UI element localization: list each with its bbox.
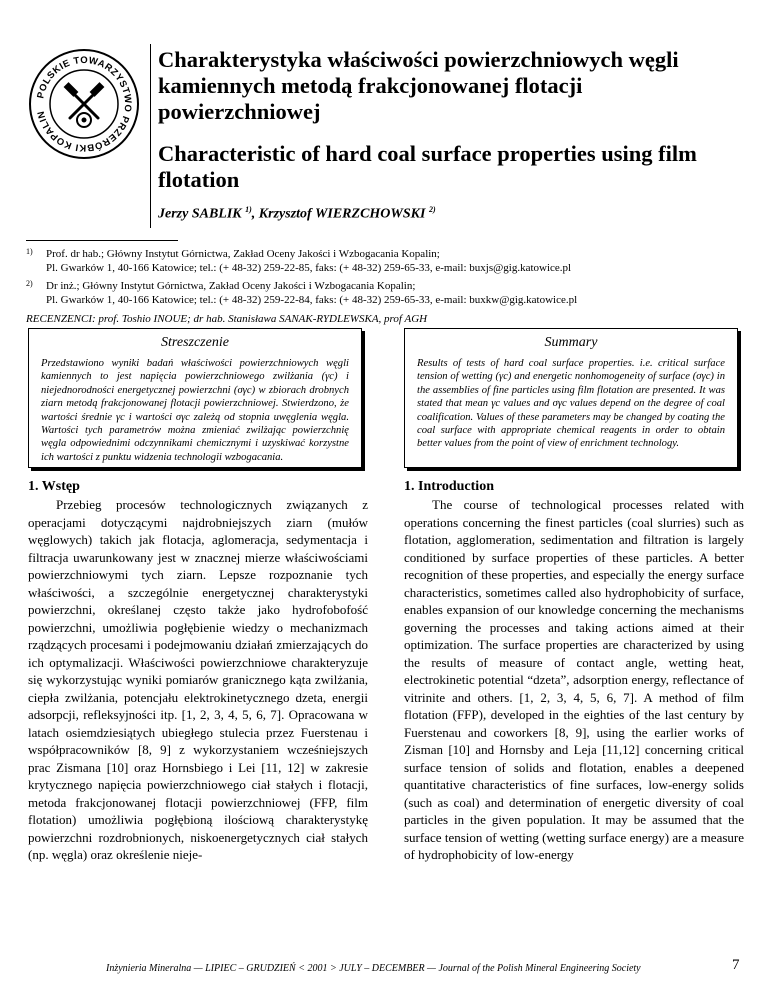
title-english: Characteristic of hard coal surface properties using film flotation [158,141,697,192]
section-heading-polish: 1. Wstęp [28,479,80,494]
footnote-1 [26,247,746,275]
footnote-2-mark: 2) [26,279,33,288]
abstract-polish [28,328,362,468]
author-1: Jerzy SABLIK [158,206,242,222]
section-heading-english: 1. Introduction [404,479,494,494]
author-1-mark: 1) [245,205,252,214]
society-logo [28,48,140,160]
footnote-rule [26,240,178,241]
abstract-polish-text: Przedstawiono wyniki badań właściwości powierzchniowych węgli kamiennych to jest napięcia powierzchniowego zwilżania (γc) i niejednorodności energetycznej powierzchni (σγc) w zbiorach drobnych ziarn metodą frakcjonowanej flotacji powierzchniowej. Stwierdzono, że wartości średnie γc i wartości σγc zależą od stopnia uwęglenia węgla. Wartości tych parametrów można zmieniać zwilżając powierzchnię węgla odpowiednimi odczynnikami chemicznymi i uzyskiwać korzystne ich wartości z punktu widzenia technologii wzbogacania. [41,358,349,463]
abstract-english [404,328,738,468]
section-body-english: The course of technological processes related with operations concerning the finest particles (coal slurries) such as flotation, agglomeration, sedimentation and filtration is largely conditioned by surface properties of these particles. A better recognition of these properties, and especially the energy surface characteristics, sometimes called also hydrophobicity of surface, enables expansion of our knowledge concerning the mechanisms governing the processes and taking actions aimed at their optimization. The surface properties are characterized by using the results of measure of contact angle, wetting heat, electrokinetic potential “dzeta”, adsorption energy, reflectance of vitrinite and others. [1, 2, 3, 4, 5, 6, 7]. A method of film flotation (FFP), developed in the eighties of the last century by Fuerstenau and coworkers [8, 9], using the earlier works of Zisman [10] and Hornsby and Leja [11,12] concerning critical surface tension of solids and flotation, enables a deepened quantitative characteristics of fine surfaces, low-energy solids (such as coal) and determination of energetic diversity of coal particles in the given population. It may be assumed that the surface tension of wetting (wetting surface energy) are a measure of hydrophobicity of low-energy [404,497,744,862]
journal-footer: Inżynieria Mineralna — LIPIEC – GRUDZIEŃ < 2001 > JULY – DECEMBER — Journal of the Polish Mineral Engineering Society [106,963,641,974]
footnote-1-mark: 1) [26,247,33,256]
society-seal [28,48,140,160]
title-divider [150,44,151,228]
abstract-english-text: Results of tests of hard coal surface properties. i.e. critical surface tension of wetting (γc) and energetic nonhomogeneity of surface (σγc) in the assemblies of fine particles using film flotation are presented. It was stated that mean γc values and σγc values depend on the degree of coal coalification. Values of these parameters may be changed by coating the coal surface with appropriate chemical reagents in order to obtain better values from the point of view of enrichment technology. [417,358,725,450]
author-2: Krzysztof WIERZCHOWSKI [258,206,426,222]
section-body-polish: Przebieg procesów technologicznych związanych z operacjami dotyczącymi najdrobniejszych ziarn (mułów węglowych) takich jak flotacja, aglomeracja, sedymentacja i filtracja uwarunkowany jest w znacznej mierze właściwościami powierzchniowymi tych ziarn. Lepsze rozpoznanie tych właściwości, a szczególnie energetycznej charakterystyki powierzchni, określanej często także jako hydrofobofość powierzchni, umożliwia pogłębienie wiedzy o mechanizmach rządzących procesami i podejmowaniu działań zmierzających do ich optymalizacji. Właściwości powierzchniowe charakteryzuje się wykorzystując wyniki pomiarów granicznego kąta zwilżania, ciepła zwilżania, potencjału elektrokinetycznego dzeta, energii adsorpcji, refleksyjności itp. [1, 2, 3, 4, 5, 6, 7]. Opracowana w latach osiemdziesiątych ubiegłego stulecia przez Fuerstenau i współpracowników [8, 9] z wykorzystaniem wcześniejszych prac Zismana [10] oraz Hornsbiego i Lei [11, 12] w zakresie krytycznego napięcia powierzchniowego ciał stałych i flotacji, metoda frakcjonowanej flotacji powierzchniowej (FFP, film flotation) umożliwia pogłębioną ilościową charakterystykę powierzchni rozdrobnionych, niskoenergetycznych ciał stałych (np. węgla) oraz określenie nieje- [28,497,368,862]
footnote-1-line-2: Pl. Gwarków 1, 40-166 Katowice; tel.: (+ 48-32) 259-22-85, faks: (+ 48-32) 259-65-33, e-mail: buxjs@gig.katowice.pl [46,262,572,274]
footnote-2 [26,279,746,307]
abstract-polish-title: Streszczenie [161,335,229,350]
page-number: 7 [732,957,740,973]
column-english [404,478,744,864]
title-polish: Charakterystyka właściwości powierzchniowych węgli kamiennych metodą frakcjonowanej flotacji powierzchniowej [158,47,679,124]
footnote-2-line-1: Dr inż.; Główny Instytut Górnictwa, Zakład Oceny Jakości i Wzbogacania Kopalin; [46,280,416,292]
footnote-1-line-1: Prof. dr hab.; Główny Instytut Górnictwa, Zakład Oceny Jakości i Wzbogacania Kopalin; [46,248,440,260]
column-polish [28,478,368,864]
reviewers: RECENZENCI: prof. Toshio INOUE; dr hab. Stanisława SANAK-RYDLEWSKA, prof AGH [26,313,428,325]
authors [158,205,436,223]
author-2-mark: 2) [428,205,436,214]
author-separator: , [251,206,259,222]
footnote-2-line-2: Pl. Gwarków 1, 40-166 Katowice; tel.: (+ 48-32) 259-22-84, faks: (+ 48-32) 259-65-33, e-mail: buxkw@gig.katowice.pl [46,294,578,306]
svg-text:POLSKIE TOWARZYSTWO PRZERÓBKI: POLSKIE TOWARZYSTWO PRZERÓBKI KOPALIN [35,54,134,154]
abstract-english-title: Summary [544,335,598,350]
